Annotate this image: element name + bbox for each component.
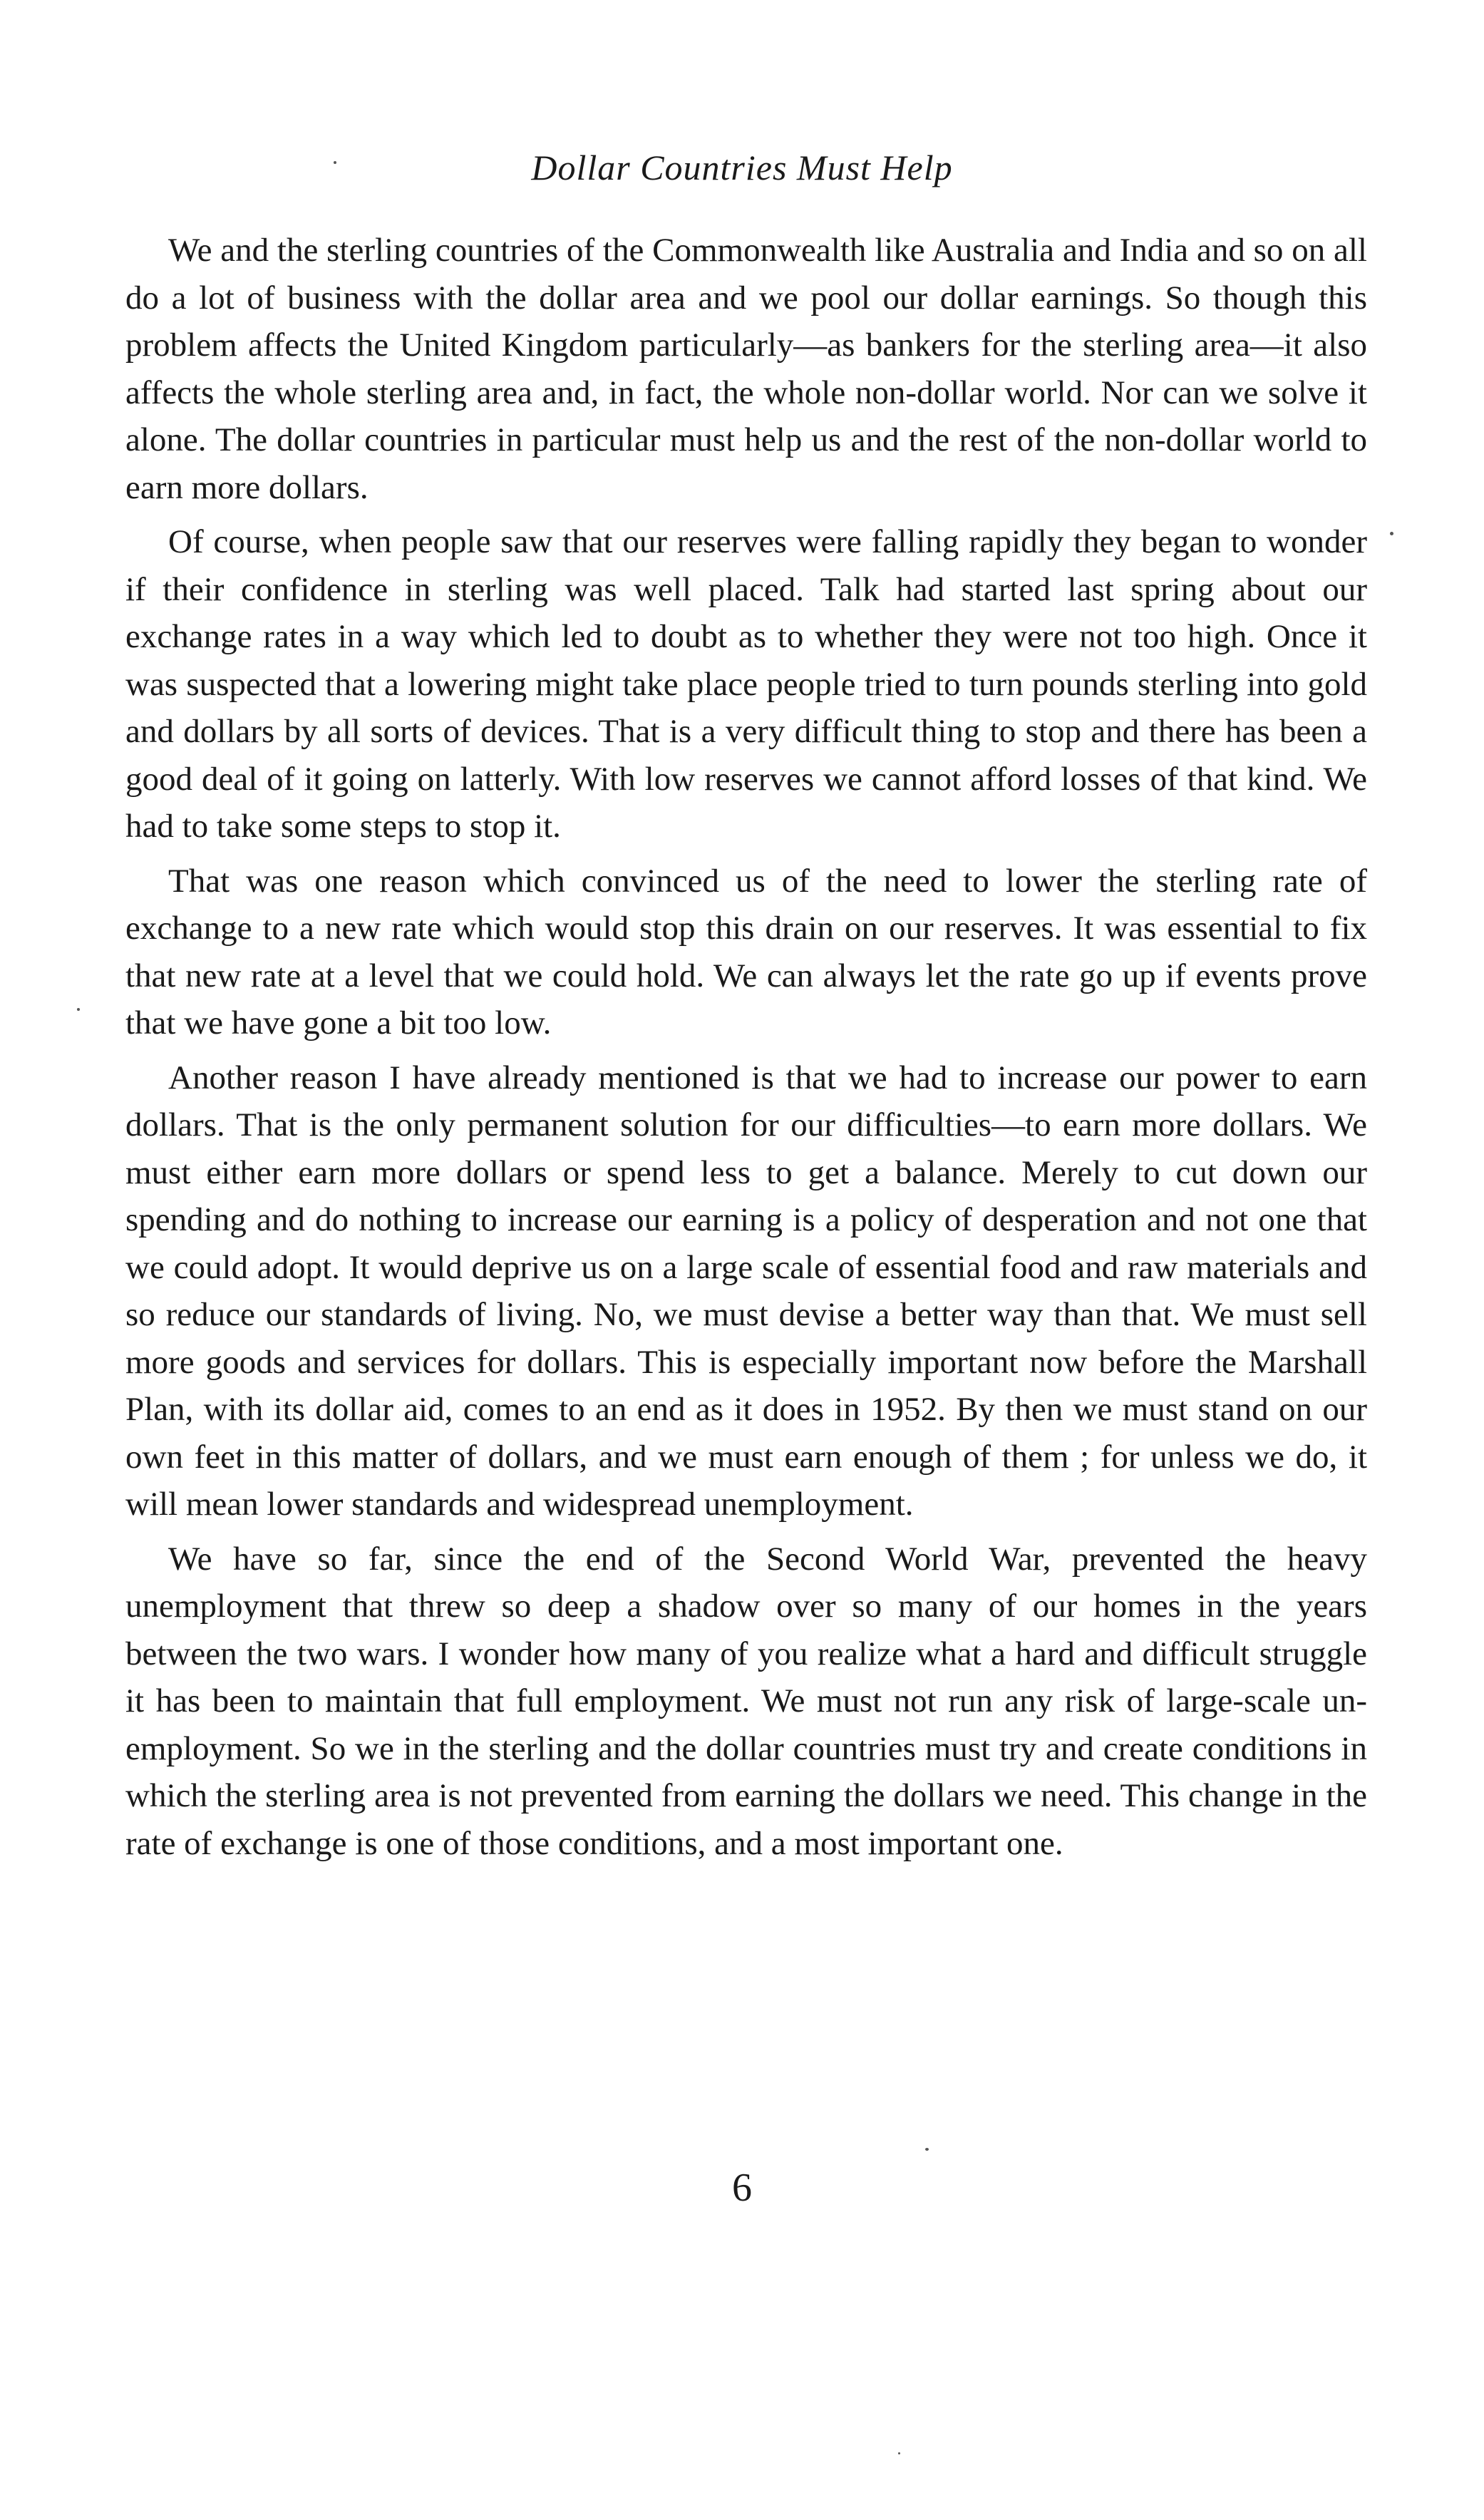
scan-speck	[334, 161, 336, 164]
scan-speck	[925, 2148, 929, 2151]
scan-speck	[77, 1008, 80, 1011]
paragraph: Another reason I have already mentioned is that we had to increase our power to earn dollars. That is the only permanent solution for our difficulties—to earn more dollars. We must either earn more dollars or spend less to get a balance. Merely to cut down our spending and do nothing to increase our earning is a policy of desperation and not one that we could adopt. It would deprive us on a large scale of essential food and raw materials and so reduce our standards of living. No, we must devise a better way than that. We must sell more goods and services for dollars. This is especially important now before the Marshall Plan, with its dollar aid, comes to an end as it does in 1952. By then we must stand on our own feet in this matter of dollars, and we must earn enough of them ; for unless we do, it will mean lower standards and widespread unemployment.	[125, 1059, 1367, 1523]
scan-speck	[1390, 532, 1393, 535]
paragraph: We have so far, since the end of the Second World War, prevented the heavy unemployment that threw so deep a shadow over so many of our homes in the years between the two wars. I wonder how many of you realize what a hard and difficult struggle it has been to maintain that full employment. We must not run any risk of large-scale unemployment. So we in the sterling and the dollar countries must try and create conditions in which the sterling area is not prevented from earning the dollars we need. This change in the rate of exchange is one of those conditions, and a most important one.	[125, 1540, 1367, 1862]
paragraph: That was one reason which convinced us of the need to lower the sterling rate of exchange to a new rate which would stop this drain on our reserves. It was essential to fix that new rate at a level that we could hold. We can always let the rate go up if events prove that we have gone a bit too low.	[125, 862, 1367, 1042]
page-number: 6	[732, 2166, 752, 2210]
paragraph: Of course, when people saw that our reserves were falling rapidly they began to wonder if their confidence in sterling was well placed. Talk had started last spring about our exchange rates in a way which led to doubt as to whether they were not too high. Once it was suspected that a lowering might take place people tried to turn pounds sterling into gold and dollars by all sorts of devices. That is a very difficult thing to stop and there has been a good deal of it going on latterly. With low reserves we cannot afford losses of that kind. We had to take some steps to stop it.	[125, 523, 1367, 845]
paragraph: We and the sterling countries of the Commonwealth like Australia and India and so on all do a lot of business with the dollar area and we pool our dollar earnings. So though this problem affects the United Kingdom particularly—as bankers for the sterling area—it also affects the whole sterling area and, in fact, the whole non-dollar world. Nor can we solve it alone. The dollar countries in particular must help us and the rest of the non-dollar world to earn more dollars.	[125, 232, 1367, 506]
scan-speck	[898, 2452, 900, 2454]
running-head: Dollar Countries Must Help	[531, 148, 953, 187]
body-text	[125, 227, 1367, 1874]
